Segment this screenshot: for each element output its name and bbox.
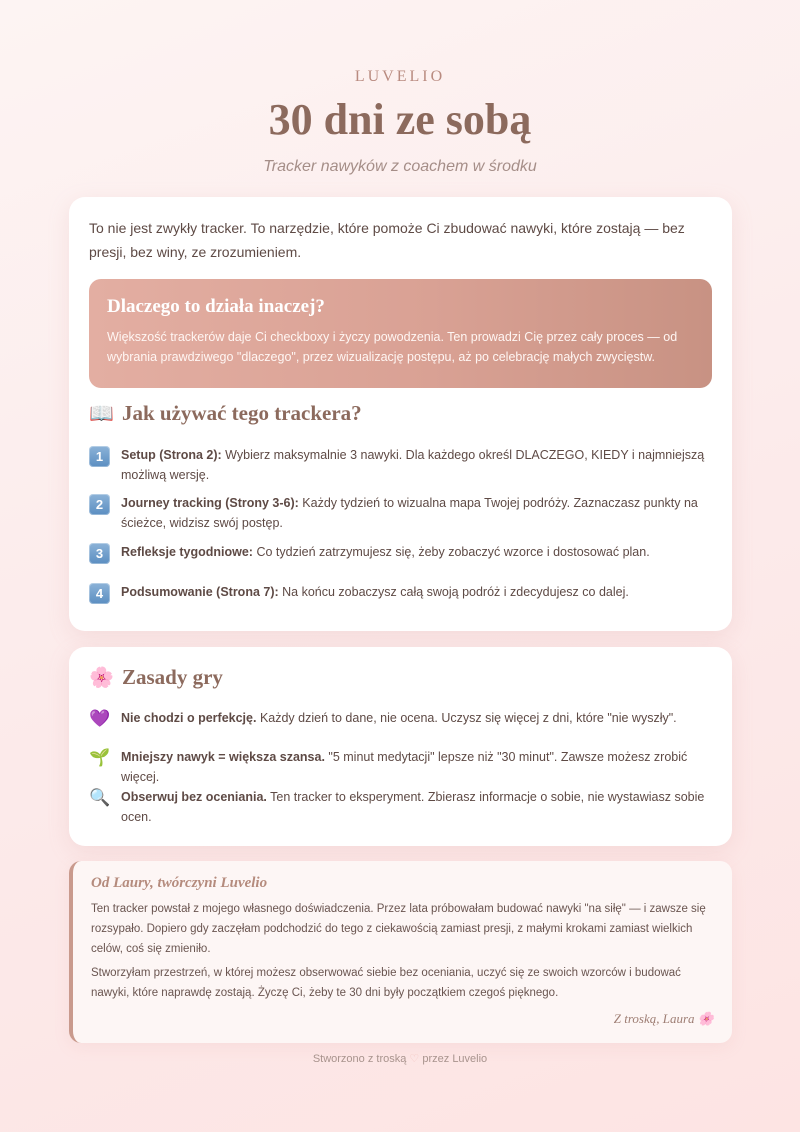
step-item bbox=[89, 493, 714, 533]
note-title: Od Laury, twórczyni Luvelio bbox=[91, 875, 268, 891]
rules-heading bbox=[89, 665, 223, 690]
rule-text: Każdy dzień to dane, nie ocena. Uczysz się więcej z dni, które "nie wyszły". bbox=[256, 711, 677, 725]
founder-note bbox=[69, 861, 732, 1043]
why-title: Dlaczego to działa inaczej? bbox=[107, 296, 325, 317]
step-text: Każdy tydzień to wizualna mapa Twojej podróży. Zaznaczasz punkty na ścieżce, widzisz swój postęp. bbox=[121, 496, 698, 530]
number-1-icon: 1 bbox=[89, 446, 110, 467]
magnifier-icon: 🔍 bbox=[89, 788, 111, 807]
howto-heading bbox=[89, 401, 362, 426]
purple-heart-icon: 💜 bbox=[89, 709, 111, 728]
note-paragraph: Stworzyłam przestrzeń, w której możesz obserwować siebie bez oceniania, uczyć się ze swoich wzorców i budować nawyki, które naprawdę zostają. Życzę Ci, żeby te 30 dni były początkiem czegoś pięknego. bbox=[91, 967, 681, 999]
page-subtitle: Tracker nawyków z coachem w środku bbox=[263, 158, 537, 175]
seedling-icon: 🌱 bbox=[89, 748, 111, 767]
step-item bbox=[89, 582, 714, 604]
rule-text: Ten tracker to eksperyment. Zbierasz informacje o sobie, nie wystawiasz sobie ocen. bbox=[121, 790, 705, 824]
number-2-icon: 2 bbox=[89, 494, 110, 515]
step-text: Co tydzień zatrzymujesz się, żeby zobaczyć wzorce i dostosować plan. bbox=[252, 545, 650, 559]
rule-label: Nie chodzi o perfekcję. bbox=[121, 711, 257, 725]
rule-text: "5 minut medytacji" lepsze niż "30 minut". Zawsze możesz zrobić więcej. bbox=[121, 750, 688, 784]
intro-card bbox=[69, 197, 732, 631]
step-text: Wybierz maksymalnie 3 nawyki. Dla każdego określ DLACZEGO, KIEDY i najmniejszą możliwą wersję. bbox=[121, 448, 705, 482]
rule-label: Obserwuj bez oceniania. bbox=[121, 790, 267, 804]
rules-title: Zasady gry bbox=[122, 665, 223, 689]
brand-name: LUVELIO bbox=[354, 68, 446, 85]
rule-label: Mniejszy nawyk = większa szansa. bbox=[121, 750, 325, 764]
blossom-icon: 🌸 bbox=[697, 1011, 714, 1026]
footer-text: Stworzono z troską bbox=[312, 1053, 407, 1065]
rules-card bbox=[69, 647, 732, 846]
step-label: Journey tracking (Strony 3-6): bbox=[121, 496, 299, 510]
rule-item bbox=[89, 747, 714, 787]
step-label: Setup (Strona 2): bbox=[121, 448, 222, 462]
footer bbox=[0, 1052, 800, 1065]
rule-item bbox=[89, 708, 714, 730]
why-box bbox=[89, 279, 712, 388]
heart-icon: ♡ bbox=[409, 1053, 420, 1065]
step-label: Podsumowanie (Strona 7): bbox=[121, 585, 279, 599]
number-3-icon: 3 bbox=[89, 543, 110, 564]
step-item bbox=[89, 445, 714, 485]
number-4-icon: 4 bbox=[89, 583, 110, 604]
step-text: Na końcu zobaczysz całą swoją podróż i zdecydujesz co dalej. bbox=[278, 585, 629, 599]
why-text: Większość trackerów daje Ci checkboxy i życzy powodzenia. Ten prowadzi Cię przez cały proces — od wybrania prawdziwego "dlaczego", przez wizualizację postępu, aż po celebrację małych zwycięstw. bbox=[107, 330, 678, 364]
footer-text: przez Luvelio bbox=[422, 1053, 488, 1065]
signature bbox=[614, 1011, 714, 1027]
intro-text: To nie jest zwykły tracker. To narzędzie, które pomoże Ci zbudować nawyki, które zostają — bez presji, bez winy, ze zrozumieniem. bbox=[89, 220, 685, 260]
step-label: Refleksje tygodniowe: bbox=[121, 545, 253, 559]
step-item bbox=[89, 542, 714, 564]
rule-item bbox=[89, 787, 714, 827]
signature-text: Z troską, Laura bbox=[613, 1011, 695, 1026]
book-icon: 📖 bbox=[89, 403, 114, 425]
blossom-icon: 🌸 bbox=[89, 667, 114, 689]
page-title: 30 dni ze sobą bbox=[268, 95, 532, 144]
howto-title: Jak używać tego trackera? bbox=[122, 401, 362, 425]
note-paragraph: Ten tracker powstał z mojego własnego doświadczenia. Przez lata próbowałam budować nawyki "na siłę" — i zawsze się rozsypało. Dopiero gdy zaczęłam podchodzić do tego z ciekawością zamiast presji, z małymi krokami zamiast wielkich celów, coś się zmieniło. bbox=[91, 903, 706, 955]
